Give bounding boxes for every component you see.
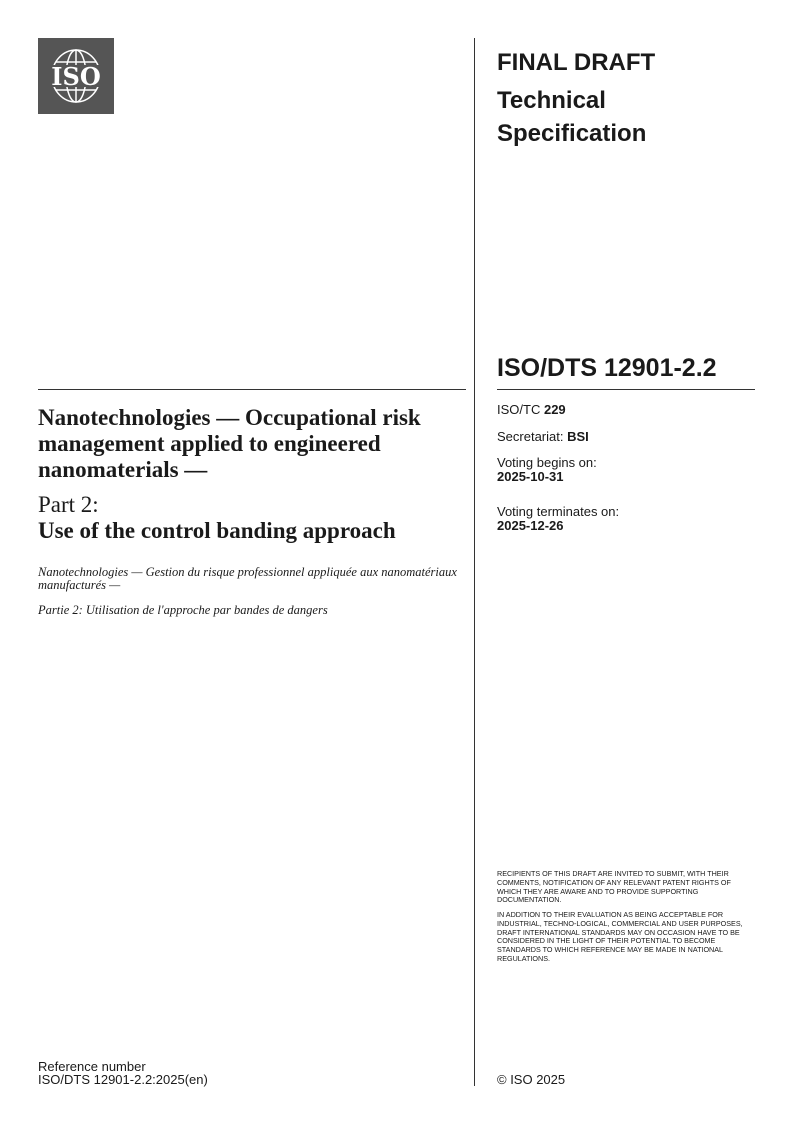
title-main: Nanotechnologies — Occupational risk management applied to engineered nanomaterials — bbox=[38, 405, 421, 482]
evaluation-notice: IN ADDITION TO THEIR EVALUATION AS BEING ACCEPTABLE FOR INDUSTRIAL, TECHNO-LOGICAL, COMMERCIAL AND USER PURPOSES, DRAFT INTERNATIONAL STANDARDS MAY ON OCCASION HAVE TO BE CONSIDERED IN THE LIGHT OF THEIR POTENTIAL TO BECOME STANDARDS TO WHICH REFERENCE MAY BE MADE IN NATIONAL REGULATIONS. bbox=[497, 910, 743, 963]
tc-value: 229 bbox=[543, 402, 566, 417]
stage-label: FINAL DRAFT bbox=[497, 49, 656, 76]
patent-notice: RECIPIENTS OF THIS DRAFT ARE INVITED TO SUBMIT, WITH THEIR COMMENTS, NOTIFICATION OF ANY RELEVANT PATENT RIGHTS OF WHICH THEY ARE AWARE AND TO PROVIDE SUPPORTING DOCUMENTATION. bbox=[497, 869, 731, 905]
voting-begins-date: 2025-10-31 bbox=[497, 469, 564, 484]
svg-text:ISO: ISO bbox=[51, 62, 101, 91]
part-label: Part 2: bbox=[38, 492, 99, 517]
voting-terminates-label: Voting terminates on: bbox=[497, 504, 620, 519]
secretariat bbox=[497, 429, 589, 445]
rule-right bbox=[497, 389, 755, 390]
doc-type-line-2: Specification bbox=[497, 120, 647, 147]
rule-left bbox=[38, 389, 466, 390]
reference-number-label: Reference number bbox=[38, 1059, 146, 1074]
voting-terminates bbox=[497, 505, 619, 533]
column-divider bbox=[474, 38, 475, 1086]
secretariat-label: Secretariat: bbox=[497, 429, 564, 444]
technical-committee bbox=[497, 402, 566, 418]
copyright: © ISO 2025 bbox=[497, 1072, 566, 1087]
voting-begins bbox=[497, 456, 597, 484]
part-title: Use of the control banding approach bbox=[38, 518, 396, 543]
voting-terminates-date: 2025-12-26 bbox=[497, 518, 564, 533]
part-number bbox=[38, 492, 396, 544]
reference-number: ISO/DTS 12901-2.2:2025(en) bbox=[38, 1072, 208, 1087]
secretariat-value: BSI bbox=[567, 429, 589, 444]
french-title: Nanotechnologies — Gestion du risque professionnel appliquée aux nanomatériaux manufacturés — bbox=[38, 565, 457, 592]
document-reference: ISO/DTS 12901-2.2 bbox=[497, 354, 717, 382]
tc-label: ISO/TC bbox=[497, 402, 541, 417]
french-part-title: Partie 2: Utilisation de l'approche par bandes de dangers bbox=[38, 603, 328, 617]
iso-logo bbox=[38, 38, 114, 114]
doc-type-line-1: Technical bbox=[497, 87, 606, 114]
voting-begins-label: Voting begins on: bbox=[497, 455, 597, 470]
